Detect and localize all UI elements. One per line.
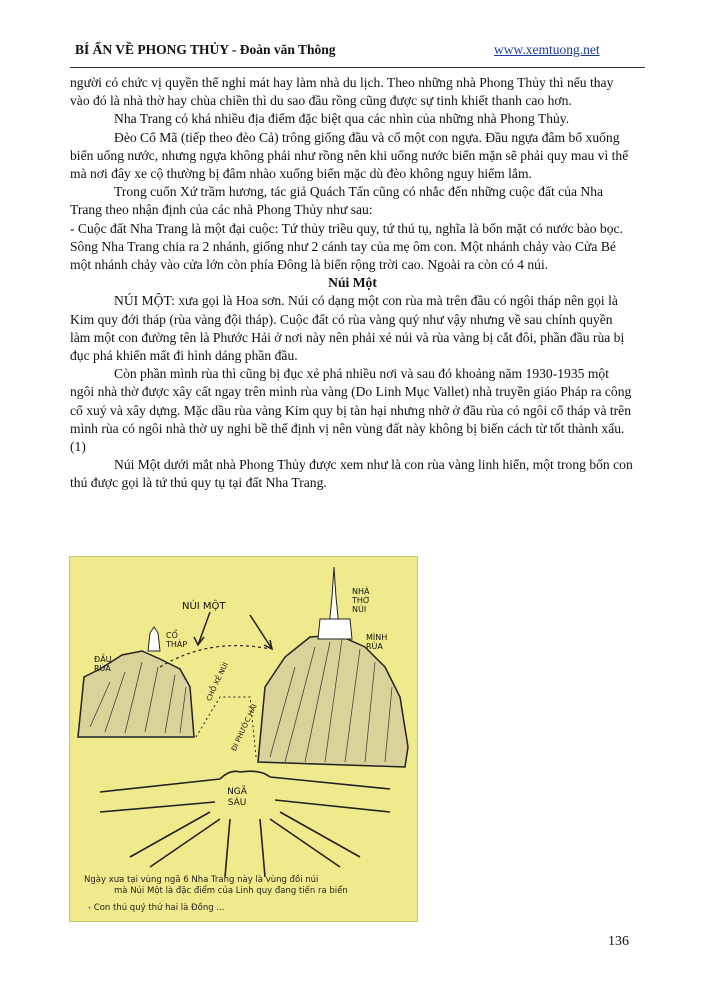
paragraph: Núi Một dưới mắt nhà Phong Thủy được xem như là con rùa vàng linh hiển, một trong bốn con thú được gọi là tứ thú quy tụ tại đất Nha Trang.: [70, 457, 633, 491]
paragraph: Còn phần mình rùa thì cũng bị đục xẻ phá nhiều nơi và sau đó khoảng năm 1930-1935 một ngôi nhà thờ được xây cất ngay trên mình rùa vàng (Do Linh Mục Vallet) nhà truyền giáo Pháp ra công cổ xuý và xây dựng. Mặc dầu rùa vàng Kim quy bị tàn hại nhưng nhờ ở đầu rùa có ngôi cổ tháp và trên mình rùa có ngôi nhà thờ uy nghi bề thế định vị nên vùng đất này không bị biến cách từ tốt thành xấu.(1): [70, 366, 632, 455]
header-title: BÍ ẨN VỀ PHONG THỦY - Đoàn văn Thông: [75, 42, 336, 57]
label-nha-tho-nui: NHÀ THỜ NÚI: [352, 587, 371, 614]
caption-line: - Con thú quý thứ hai là Đồng ...: [88, 903, 225, 913]
section-heading: Núi Một: [328, 275, 377, 291]
header-divider: [70, 67, 645, 68]
label-dau-rua: ĐẦU RÙA: [94, 655, 112, 673]
label-di-phuoc-hai: ĐI PHƯỚC HẢI: [230, 702, 259, 753]
right-hill: [258, 635, 408, 767]
header-website-link[interactable]: www.xemtuong.net: [494, 42, 600, 57]
label-cho-xe-nui: CHỖ XẺ NÚI: [205, 661, 230, 703]
caption-line: Ngày xưa tại vùng ngã 6 Nha Trang này là vùng đồi núi: [84, 875, 319, 885]
paragraph: NÚI MỘT: xưa gọi là Hoa sơn. Núi có dạng một con rùa mà trên đầu có ngôi tháp nên gọi là Kim quy đới tháp (rùa vàng đội tháp). Cuộc đất có rùa vàng quý như vậy nhưng về sau chính quyền làm một con đường tên là Phước Hải ở nơi này nên phải xẻ núi và rùa vàng bị cắt đôi, phần đầu rùa bị đục phá khiến mất đi hình dáng phần đầu.: [70, 293, 625, 364]
page-number: 136: [608, 934, 629, 949]
page-header: [71, 40, 631, 62]
label-minh-rua: MÌNH RÙA: [366, 633, 388, 651]
caption-line: mà Núi Một là đặc điểm của Linh quy đang tiến ra biển: [114, 886, 348, 896]
label-nga-sau: NGÃ SÁU: [227, 787, 247, 808]
paragraph: Nha Trang có khá nhiều địa điểm đặc biệt qua các nhìn của những nhà Phong Thủy.: [114, 111, 570, 127]
paragraph: - Cuộc đất Nha Trang là một đại cuộc: Tứ thủy triều quy, tứ thú tụ, nghĩa là bốn mặt có nước bào bọc. Sông Nha Trang chia ra 2 nhánh, giống như 2 cánh tay của mẹ ôm con. Một nhánh chảy vào Cửa Bé một nhánh chảy vào cửa lớn còn phía Đông là biển rộng trời cao. Ngoài ra còn có 4 núi.: [70, 220, 623, 273]
ancient-tower-icon: [148, 627, 160, 651]
paragraph: Trong cuốn Xứ trầm hương, tác giả Quách Tấn cũng có nhắc đến những cuộc đất của Nha Trang theo nhận định của các nhà Phong Thủy như sau:: [70, 184, 604, 218]
figure-caption: [84, 875, 348, 914]
label-co-thap: CỔ THÁP: [166, 631, 188, 649]
article-body: [70, 74, 635, 493]
label-nui-mot: NÚI MỘT: [182, 601, 226, 612]
paragraph: Đèo Cổ Mã (tiếp theo đèo Cả) trông giống đầu và cổ một con ngựa. Đầu ngựa đâm bổ xuống biển uống nước, nhưng ngựa không phải như rồng nên khi uống nước biển mặn sẽ phải quy mau vì thế mà nơi đây xe cộ thường bị đâm nhào xuống biển mặc dù đèo không nguy hiểm lắm.: [70, 129, 629, 182]
paragraph: người có chức vị quyền thế nghỉ mát hay làm nhà du lịch. Theo những nhà Phong Thủy thì nếu thay vào đó là nhà thờ hay chùa chiền thì du sao đầu rồng cũng được sự tinh khiết thanh cao hơn.: [70, 75, 614, 109]
nui-mot-sketch-figure: [69, 556, 418, 922]
